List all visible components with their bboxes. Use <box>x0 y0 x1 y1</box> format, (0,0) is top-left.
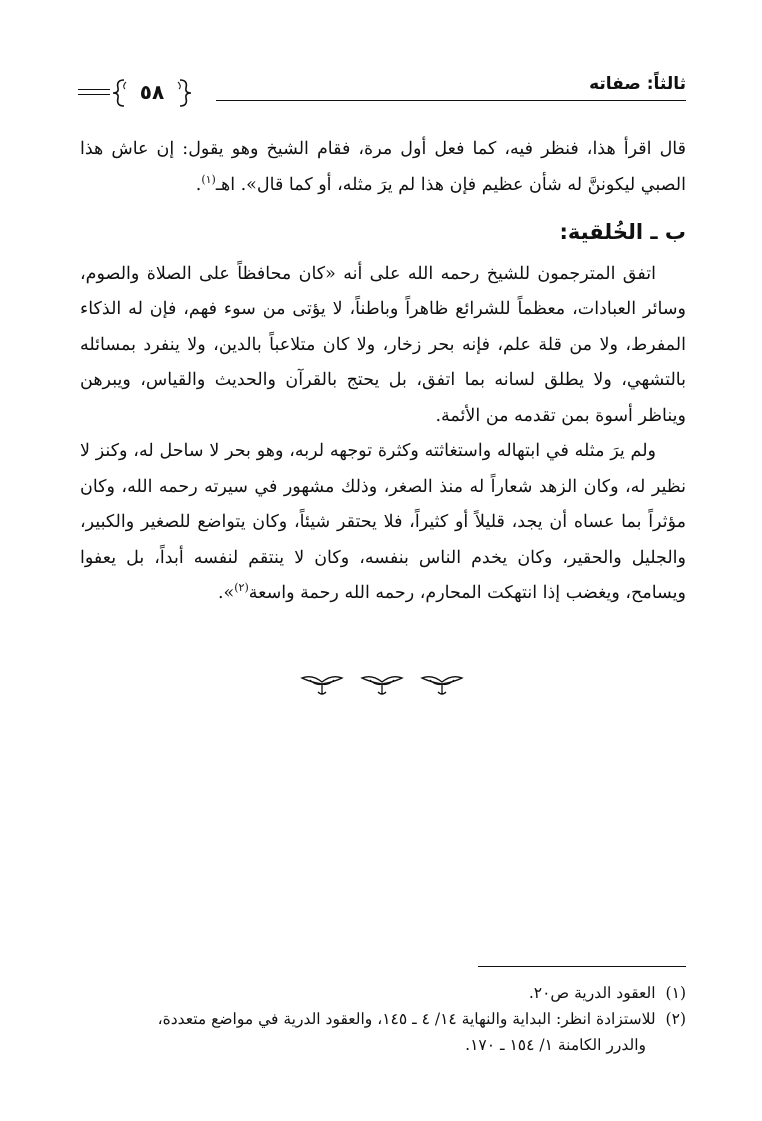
footnote-2 <box>80 1006 686 1032</box>
floral-ornament-icon <box>300 672 344 698</box>
footnote-ref-1[interactable]: (١) <box>201 172 216 186</box>
footnote-ref-2[interactable]: (٢) <box>234 581 249 595</box>
paragraph-1: اتفق المترجمون للشيخ رحمه الله على أنه «كان محافظاً على الصلاة والصوم، وسائر العبادات، معظماً للشرائع ظاهراً وباطناً، لا يؤتى من سوء فهم، فإن له الذكاء المفرط، ولا من قلة علم، فإنه بحر زخار، ولا كان متلاعباً بالدين، ولا ينفرد بمسائله بالتشهي، ولا يطلق لسانه بما اتفق، بل يحتج بالقرآن والحديث والقياس، ويبرهن ويناظر أسوة بمن تقدمه من الأئمة. <box>80 263 686 426</box>
section-divider-ornaments <box>300 672 464 702</box>
floral-ornament-icon <box>420 672 464 698</box>
section-heading: ب ـ الخُلقية: <box>559 220 686 244</box>
floral-ornament-icon <box>360 672 404 698</box>
footnotes <box>80 980 686 1058</box>
footnote-text: العقود الدرية ص٢٠. <box>528 984 656 1002</box>
paragraph-2-end: ». <box>217 583 235 603</box>
page-number: ٥٨ <box>139 80 165 104</box>
paragraph-2 <box>80 434 686 612</box>
footnote-number: (٢) <box>665 1010 686 1028</box>
intro-text: قال اقرأ هذا، فنظر فيه، كما فعل أول مرة، فقام الشيخ وهو يقول: إن عاش هذا الصبي ليكوننَّ له شأن عظيم فإن هذا لم يرَ مثله، أو كما قال». اهـ <box>80 139 686 195</box>
footnote-1 <box>80 980 686 1006</box>
running-title: ثالثاً: صفاته <box>589 74 686 94</box>
footnote-number: (١) <box>665 984 686 1002</box>
intro-paragraph <box>80 132 686 203</box>
body-text <box>80 132 686 612</box>
paragraph-2-text: ولم يرَ مثله في ابتهاله واستغاثته وكثرة توجهه لربه، وهو بحر لا ساحل له، وكنز لا نظير له، وكان الزهد شعاراً له منذ الصغر، وذلك مشهور في سيرته رحمه الله، وكان مؤثراً بما عساه أن يجد، قليلاً أو كثيراً، فلا يحتقر شيئاً، وكان يتواضع للصغير والكبير، والجليل والحقير، وكان يخدم الناس بنفسه، وكان لا ينتقم لنفسه أبداً، بل يعفوا ويسامح، ويغضب إذا انتهكت المحارم، رحمه الله رحمة واسعة <box>80 441 686 603</box>
footnote-text: للاستزادة انظر: البداية والنهاية ١٤/ ٤ ـ ١٤٥، والعقود الدرية في مواضع متعددة، <box>157 1010 656 1028</box>
footnote-separator <box>478 966 686 967</box>
page-number-double-rule <box>78 89 110 95</box>
page-number-block <box>78 80 293 106</box>
footnote-2-continuation: والدرر الكامنة ١/ ١٥٤ ـ ١٧٠. <box>465 1036 646 1054</box>
page-header <box>78 74 686 124</box>
intro-end: . <box>195 174 202 195</box>
